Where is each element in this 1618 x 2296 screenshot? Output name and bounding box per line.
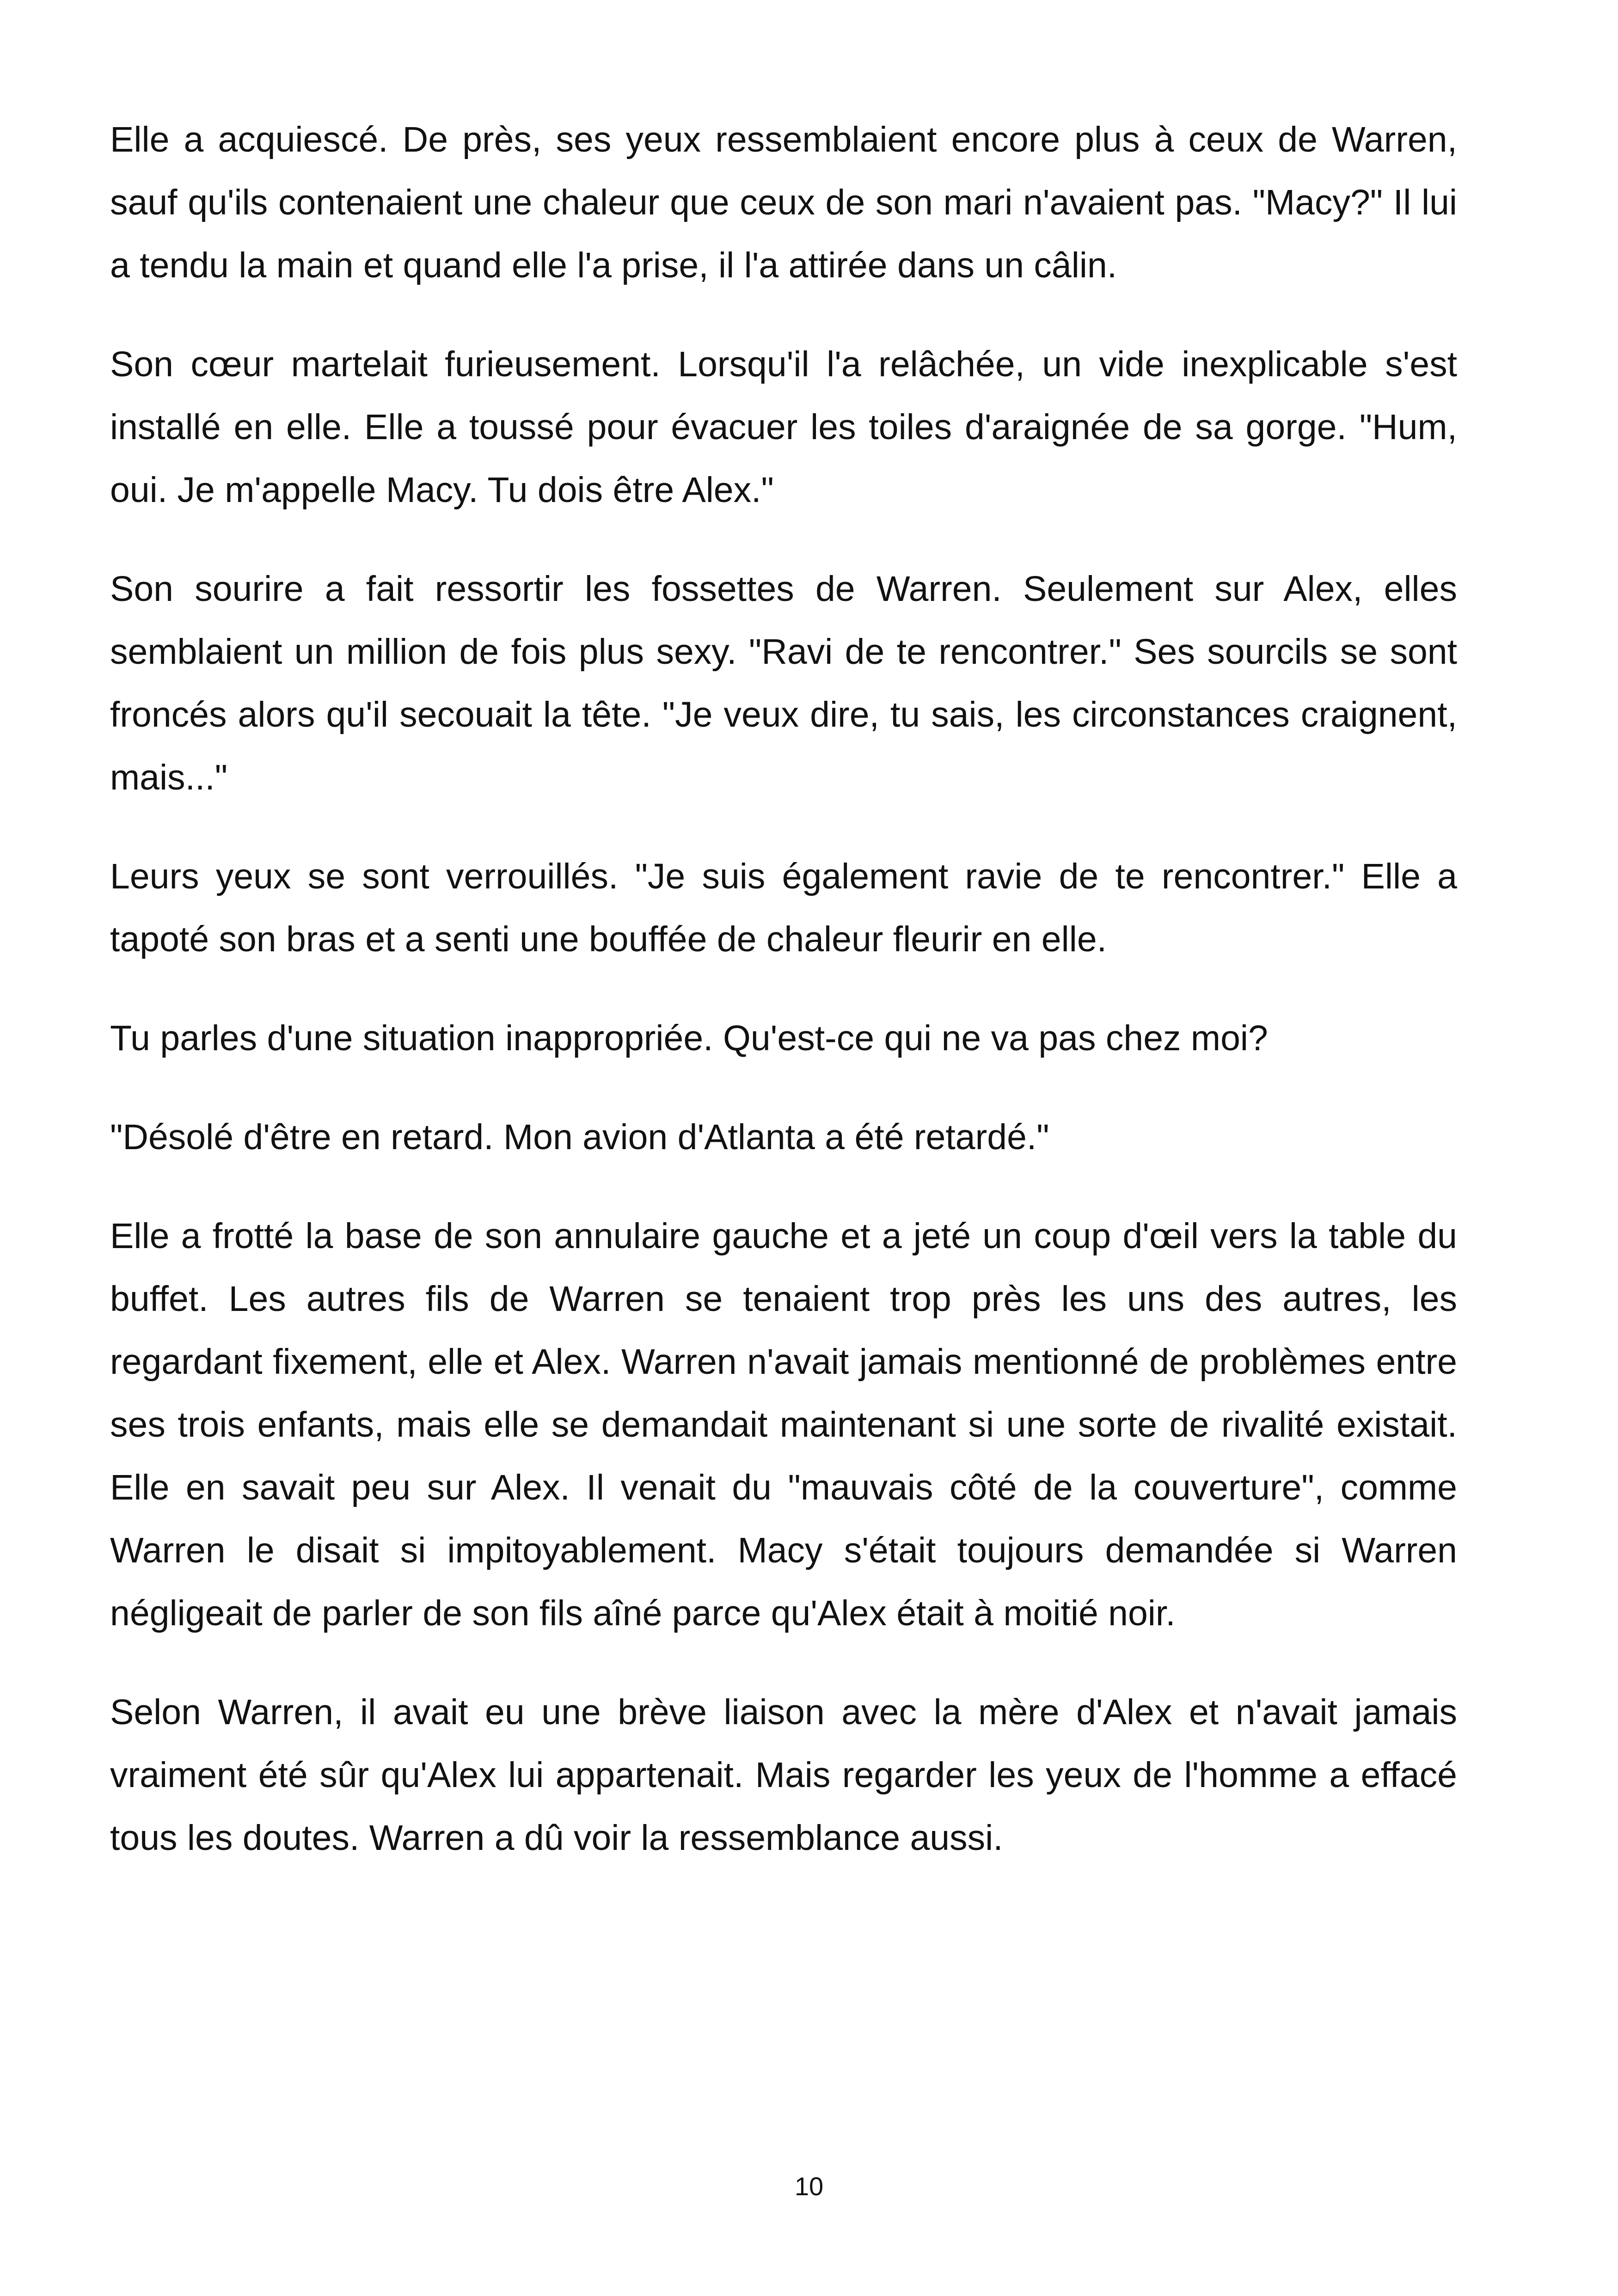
paragraph: "Désolé d'être en retard. Mon avion d'Atlanta a été retardé." [110,1117,1049,1157]
paragraph: Leurs yeux se sont verrouillés. "Je suis également ravie de te rencontrer." Elle a tapoté son bras et a senti une bouffée de chaleur fleurir en elle. [110,857,1457,959]
paragraph: Elle a frotté la base de son annulaire gauche et a jeté un coup d'œil vers la table du buffet. Les autres fils de Warren se tenaient trop près les uns des autres, les regardant fixement, elle et Alex. Warren n'avait jamais mentionné de problèmes entre ses trois enfants, mais elle se demandait maintenant si une sorte de rivalité existait. Elle en savait peu sur Alex. Il venait du "mauvais côté de la couverture", comme Warren le disait si impitoyablement. Macy s'était toujours demandée si Warren négligeait de parler de son fils aîné parce qu'Alex était à moitié noir. [110,1216,1457,1633]
text-body [110,108,1457,1905]
paragraph: Selon Warren, il avait eu une brève liaison avec la mère d'Alex et n'avait jamais vraiment été sûr qu'Alex lui appartenait. Mais regarder les yeux de l'homme a effacé tous les doutes. Warren a dû voir la ressemblance aussi. [110,1692,1457,1858]
page-number: 10 [794,2172,824,2201]
paragraph: Elle a acquiescé. De près, ses yeux ressemblaient encore plus à ceux de Warren, sauf qu'ils contenaient une chaleur que ceux de son mari n'avaient pas. "Macy?" Il lui a tendu la main et quand elle l'a prise, il l'a attirée dans un câlin. [110,120,1457,285]
paragraph: Son sourire a fait ressortir les fossettes de Warren. Seulement sur Alex, elles semblaient un million de fois plus sexy. "Ravi de te rencontrer." Ses sourcils se sont froncés alors qu'il secouait la tête. "Je veux dire, tu sais, les circonstances craignent, mais..." [110,569,1457,797]
paragraph: Son cœur martelait furieusement. Lorsqu'il l'a relâchée, un vide inexplicable s'est installé en elle. Elle a toussé pour évacuer les toiles d'araignée de sa gorge. "Hum, oui. Je m'appelle Macy. Tu dois être Alex." [110,344,1457,510]
paragraph: Tu parles d'une situation inappropriée. Qu'est-ce qui ne va pas chez moi? [110,1018,1268,1058]
